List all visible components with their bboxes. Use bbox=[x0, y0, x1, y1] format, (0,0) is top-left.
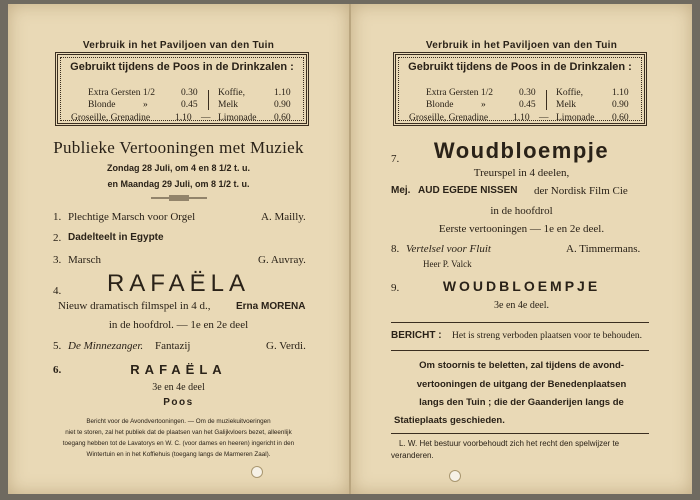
dash: — bbox=[201, 113, 211, 123]
drink-price: 0.30 bbox=[519, 88, 536, 98]
drink-price: 0.45 bbox=[519, 100, 536, 110]
ditto-mark: » bbox=[143, 100, 148, 110]
drinks-title: Gebruikt tijdens de Poos in de Drinkzalen : bbox=[408, 61, 632, 73]
flute-player: Heer P. Valck bbox=[423, 259, 472, 269]
storm-notice-line: langs den Tuin ; die der Gaanderijen langs de bbox=[419, 397, 624, 408]
drink-name: Melk bbox=[218, 100, 239, 110]
drink-name: Koffie, bbox=[556, 88, 583, 98]
item-number: 8. bbox=[391, 243, 400, 255]
item-title: De Minnezanger. bbox=[68, 340, 144, 352]
storm-notice-line: vertooningen de uitgang der Benedenplaatsen bbox=[416, 379, 627, 390]
ditto-mark: » bbox=[481, 100, 486, 110]
drink-name: Limonade bbox=[556, 113, 595, 123]
item-title: Plechtige Marsch voor Orgel bbox=[68, 211, 196, 223]
item-number: 4. bbox=[53, 285, 62, 297]
part-text: 3e en 4e deel. bbox=[494, 300, 549, 311]
item-number: 3. bbox=[53, 254, 62, 266]
pavilion-header: Verbruik in het Paviljoen van den Tuin bbox=[425, 40, 618, 51]
item-composer: A. Mailly. bbox=[261, 211, 306, 223]
pause-label: Poos bbox=[163, 397, 194, 408]
drink-name: Extra Gersten 1/2 bbox=[88, 88, 156, 98]
item-title: Marsch bbox=[68, 254, 101, 266]
ornament-divider bbox=[149, 195, 209, 201]
item-title: Vertelsel voor Fluit bbox=[406, 243, 491, 255]
drink-price: 1.10 bbox=[612, 88, 629, 98]
divider-mid bbox=[391, 350, 649, 351]
woud-description: Treurspel in 4 deelen, bbox=[473, 167, 570, 179]
item-number: 2. bbox=[53, 232, 62, 244]
storm-notice-line: Statieplaats geschieden. bbox=[394, 415, 505, 426]
evening-notice-line: niet te storen, zal het publiek dat de plaatsen van het Galijkvloers bezet, alleenlijk bbox=[65, 429, 292, 436]
drinks-divider bbox=[208, 90, 209, 110]
dash: — bbox=[539, 113, 549, 123]
item-number: 6. bbox=[53, 364, 62, 376]
pavilion-header: Verbruik in het Paviljoen van den Tuin bbox=[82, 40, 275, 51]
drink-price: 0.60 bbox=[612, 113, 629, 123]
drink-name: Koffie, bbox=[218, 88, 245, 98]
drinks-divider bbox=[546, 90, 547, 110]
woudbloempje-title: Woudbloempje bbox=[433, 138, 610, 163]
drink-name: Blonde bbox=[88, 100, 116, 110]
item-subtitle: Fantazij bbox=[155, 340, 191, 352]
drink-name: Groseille, Grenadine bbox=[71, 113, 151, 123]
staple-hole bbox=[251, 466, 263, 478]
drink-price: 1.10 bbox=[513, 113, 530, 123]
item-number: 5. bbox=[53, 340, 62, 352]
rafaela-actress: Erna MORENA bbox=[236, 301, 306, 312]
woudbloempje-title-2: WOUDBLOEMPJE bbox=[442, 278, 601, 294]
divider-top bbox=[391, 322, 649, 323]
rafaela-description: Nieuw dramatisch filmspel in 4 d., bbox=[58, 300, 211, 312]
part-text: 3e en 4e deel bbox=[152, 382, 205, 393]
drink-price: 0.45 bbox=[181, 100, 198, 110]
actress-prefix: Mej. bbox=[391, 185, 411, 196]
drinks-box bbox=[55, 52, 309, 126]
evening-notice-line: Wintertuin en in het Koffiehuis (toegang langs de Marmeren Zaal). bbox=[86, 451, 271, 458]
item-composer: G. Auvray. bbox=[258, 254, 306, 266]
drink-price: 1.10 bbox=[274, 88, 291, 98]
film-company: der Nordisk Film Cie bbox=[534, 185, 628, 197]
drink-price: 0.90 bbox=[274, 100, 291, 110]
right-page bbox=[351, 4, 692, 494]
rafaela-title: RAFAËLA bbox=[106, 270, 251, 297]
drink-name: Limonade bbox=[218, 113, 257, 123]
footer-line: L. W. Het bestuur voorbehoudt zich het recht den spelwijzer te bbox=[399, 439, 620, 448]
woud-role: in de hoofdrol bbox=[490, 205, 553, 217]
item-title: Dadelteelt in Egypte bbox=[68, 232, 164, 243]
drinks-box bbox=[393, 52, 647, 126]
evening-notice-line: toegang hebben tot de Lavatorys en W. C. (voor dames en heeren) ingericht in den bbox=[62, 440, 295, 447]
divider-bottom bbox=[391, 433, 649, 434]
storm-notice-line: Om stoornis te beletten, zal tijdens de avond- bbox=[419, 360, 624, 371]
rafaela-title-2: RAFAËLA bbox=[130, 362, 227, 377]
bericht-label: BERICHT : bbox=[391, 330, 442, 341]
item-composer: G. Verdi. bbox=[266, 340, 306, 352]
woud-actress: AUD EGEDE NISSEN bbox=[418, 185, 518, 196]
date-line-2: en Maandag 29 Juli, om 8 1/2 t. u. bbox=[107, 179, 250, 189]
item-number: 7. bbox=[391, 153, 400, 165]
drink-price: 1.10 bbox=[175, 113, 192, 123]
program-title: Publieke Vertooningen met Muziek bbox=[53, 138, 304, 157]
left-page bbox=[8, 4, 349, 494]
drink-price: 0.60 bbox=[274, 113, 291, 123]
drink-price: 0.90 bbox=[612, 100, 629, 110]
drink-name: Groseille, Grenadine bbox=[409, 113, 489, 123]
date-line-1: Zondag 28 Juli, om 4 en 8 1/2 t. u. bbox=[106, 163, 251, 173]
drink-name: Extra Gersten 1/2 bbox=[426, 88, 494, 98]
footer-line: veranderen. bbox=[391, 451, 434, 460]
item-number: 1. bbox=[53, 211, 62, 223]
evening-notice-line: Bericht voor de Avondvertooningen. — Om de muziekuitvoeringen bbox=[86, 418, 271, 425]
item-composer: A. Timmermans. bbox=[566, 243, 641, 255]
drink-name: Blonde bbox=[426, 100, 454, 110]
drink-price: 0.30 bbox=[181, 88, 198, 98]
staple-hole bbox=[449, 470, 461, 482]
drinks-title: Gebruikt tijdens de Poos in de Drinkzalen : bbox=[70, 61, 294, 73]
bericht-text: Het is streng verboden plaatsen voor te behouden. bbox=[452, 331, 642, 341]
woud-first-showing: Eerste vertooningen — 1e en 2e deel. bbox=[438, 223, 605, 235]
item-number: 9. bbox=[391, 282, 400, 294]
rafaela-role: in de hoofdrol. — 1e en 2e deel bbox=[108, 319, 249, 331]
drink-name: Melk bbox=[556, 100, 577, 110]
